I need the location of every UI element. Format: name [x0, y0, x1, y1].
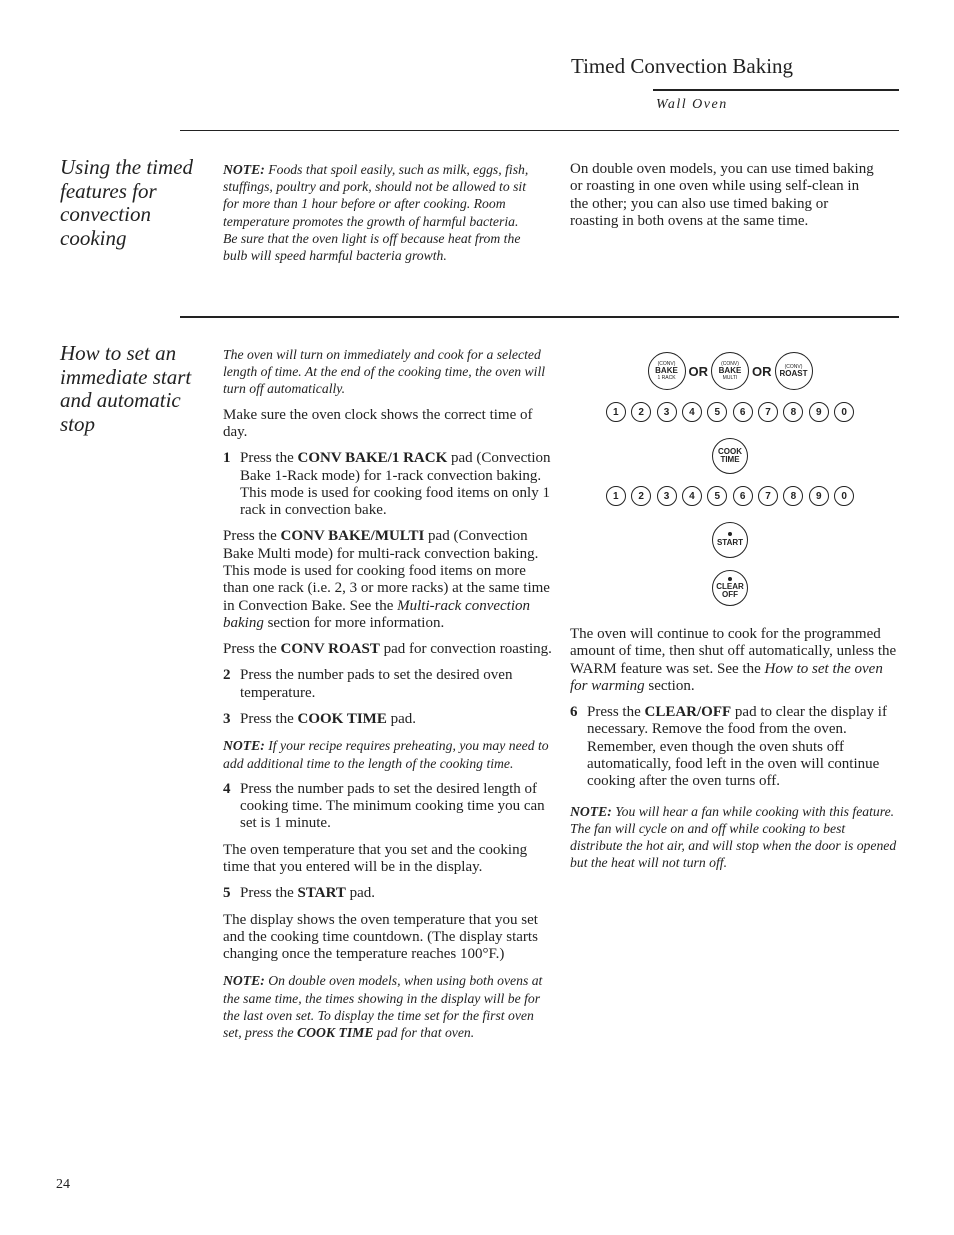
display-paragraph: The display shows the oven temperature that you set and the cooking time countdown. (The display starts changing once the temperature reaches 100°F.) [223, 911, 538, 963]
page-title: Timed Convection Baking [571, 54, 794, 78]
note-text: Foods that spoil easily, such as milk, eggs, fish, stuffings, poultry and pork, should not be allowed to sit for more than 1 hour before or after cooking. Room temperature promotes the growth of harmful bacteria. Be sure that the oven light is off because heat from the bulb will speed harmful bacteria growth. [223, 162, 529, 264]
section-heading-timed-features: Using the timed features for convection cooking [60, 155, 193, 250]
fan-note: NOTE: You will hear a fan while cooking with this feature. The fan will cycle on and off while cooking to best distribute the hot air, and will stop when the door is opened but the heat will not turn off. [570, 803, 897, 871]
instructions-right-column [570, 626, 900, 880]
instructions-left-column [223, 346, 553, 1050]
step-1 [223, 450, 553, 519]
continue-paragraph: The oven will continue to cook for the programmed amount of time, then shut off automatically, unless the WARM feature was set. See the How to set the oven for warming section. [570, 626, 897, 694]
clock-paragraph: Make sure the oven clock shows the correct time of day. [223, 406, 533, 440]
number-pad-4: 4 [682, 402, 702, 422]
title-rule [653, 89, 899, 91]
number-pad-8: 8 [783, 486, 803, 506]
step-1-multi-paragraph: Press the CONV BAKE/MULTI pad (Convection Bake Multi mode) for multi-rack convection baking. This mode is used for cooking food items on more than one rack (i.e. 2, 3 or more racks) at the same time in Convection Bake. See the Multi-rack convection baking section for more information. [223, 528, 550, 631]
or-label: OR [688, 363, 708, 379]
cook-time-pad: COOK TIME [712, 438, 748, 474]
clear-off-pad: CLEAR OFF [712, 570, 748, 606]
step-6: 6 Press the CLEAR/OFF pad to clear the display if necessary. Remove the food from the oven. Remember, even though the oven shuts off automatically, food left in the oven will continue cooking after the oven turns off. [570, 704, 887, 790]
step-5: 5 Press the START pad. [223, 885, 376, 902]
page-subtitle: Wall Oven [656, 97, 728, 112]
number-pad-9: 9 [809, 402, 829, 422]
note-label: NOTE: [223, 162, 265, 177]
temperature-paragraph: The oven temperature that you set and the cooking time that you entered will be in the display. [223, 841, 528, 875]
spoil-note [223, 161, 533, 264]
or-label: OR [752, 363, 772, 379]
step-text: Press the CONV BAKE/1 RACK pad (Convection Bake 1-Rack mode) for 1-rack convection baking. This mode is used for cooking food items on only 1 rack in convection bake. [240, 450, 551, 519]
double-oven-paragraph: On double oven models, you can use timed baking or roasting in one oven while using self-clean in the other; you can also use timed baking or roasting in both ovens at the same time. [570, 161, 874, 229]
number-pad-3: 3 [657, 486, 677, 506]
section-heading-immediate-start: How to set an immediate start and automatic stop [60, 341, 192, 436]
number-pad-row [598, 486, 862, 506]
number-pad-7: 7 [758, 486, 778, 506]
page-number: 24 [56, 1177, 70, 1192]
number-pad-6: 6 [733, 402, 753, 422]
conv-roast-pad: (CONV) ROAST [775, 352, 813, 390]
number-pad-6: 6 [733, 486, 753, 506]
number-pad-2: 2 [631, 402, 651, 422]
number-pad-0: 0 [834, 402, 854, 422]
number-pad-1: 1 [606, 486, 626, 506]
step-3: 3 Press the COOK TIME pad. [223, 711, 416, 728]
intro-paragraph: The oven will turn on immediately and cook for a selected length of time. At the end of the cooking time, the oven will turn off automatically. [223, 347, 546, 397]
conv-bake-1-rack-pad: (CONV) BAKE 1 RACK [648, 352, 686, 390]
number-pad-5: 5 [707, 486, 727, 506]
control-pad-diagram [598, 352, 862, 606]
section-divider [180, 130, 899, 131]
conv-bake-multi-pad: (CONV) BAKE MULTI [711, 352, 749, 390]
step-number: 1 [223, 450, 231, 467]
number-pad-4: 4 [682, 486, 702, 506]
number-pad-row [598, 402, 862, 422]
number-pad-5: 5 [707, 402, 727, 422]
number-pad-9: 9 [809, 486, 829, 506]
start-pad: START [712, 522, 748, 558]
number-pad-7: 7 [758, 402, 778, 422]
number-pad-8: 8 [783, 402, 803, 422]
double-oven-note: NOTE: On double oven models, when using both ovens at the same time, the times showing in the display will be for the last oven set. To display the time set for the first oven set, press the COOK TIME pad for that oven. [223, 973, 543, 1041]
step-2: 2 Press the number pads to set the desired oven temperature. [223, 667, 513, 701]
number-pad-3: 3 [657, 402, 677, 422]
preheat-note: NOTE: If your recipe requires preheating, you may need to add additional time to the length of the cooking time. [223, 738, 549, 771]
step-4: 4 Press the number pads to set the desired length of cooking time. The minimum cooking time you can set is 1 minute. [223, 780, 545, 832]
section-divider [180, 316, 899, 318]
number-pad-2: 2 [631, 486, 651, 506]
step-1-roast-paragraph: Press the CONV ROAST pad for convection roasting. [223, 641, 552, 658]
number-pad-0: 0 [834, 486, 854, 506]
number-pad-1: 1 [606, 402, 626, 422]
